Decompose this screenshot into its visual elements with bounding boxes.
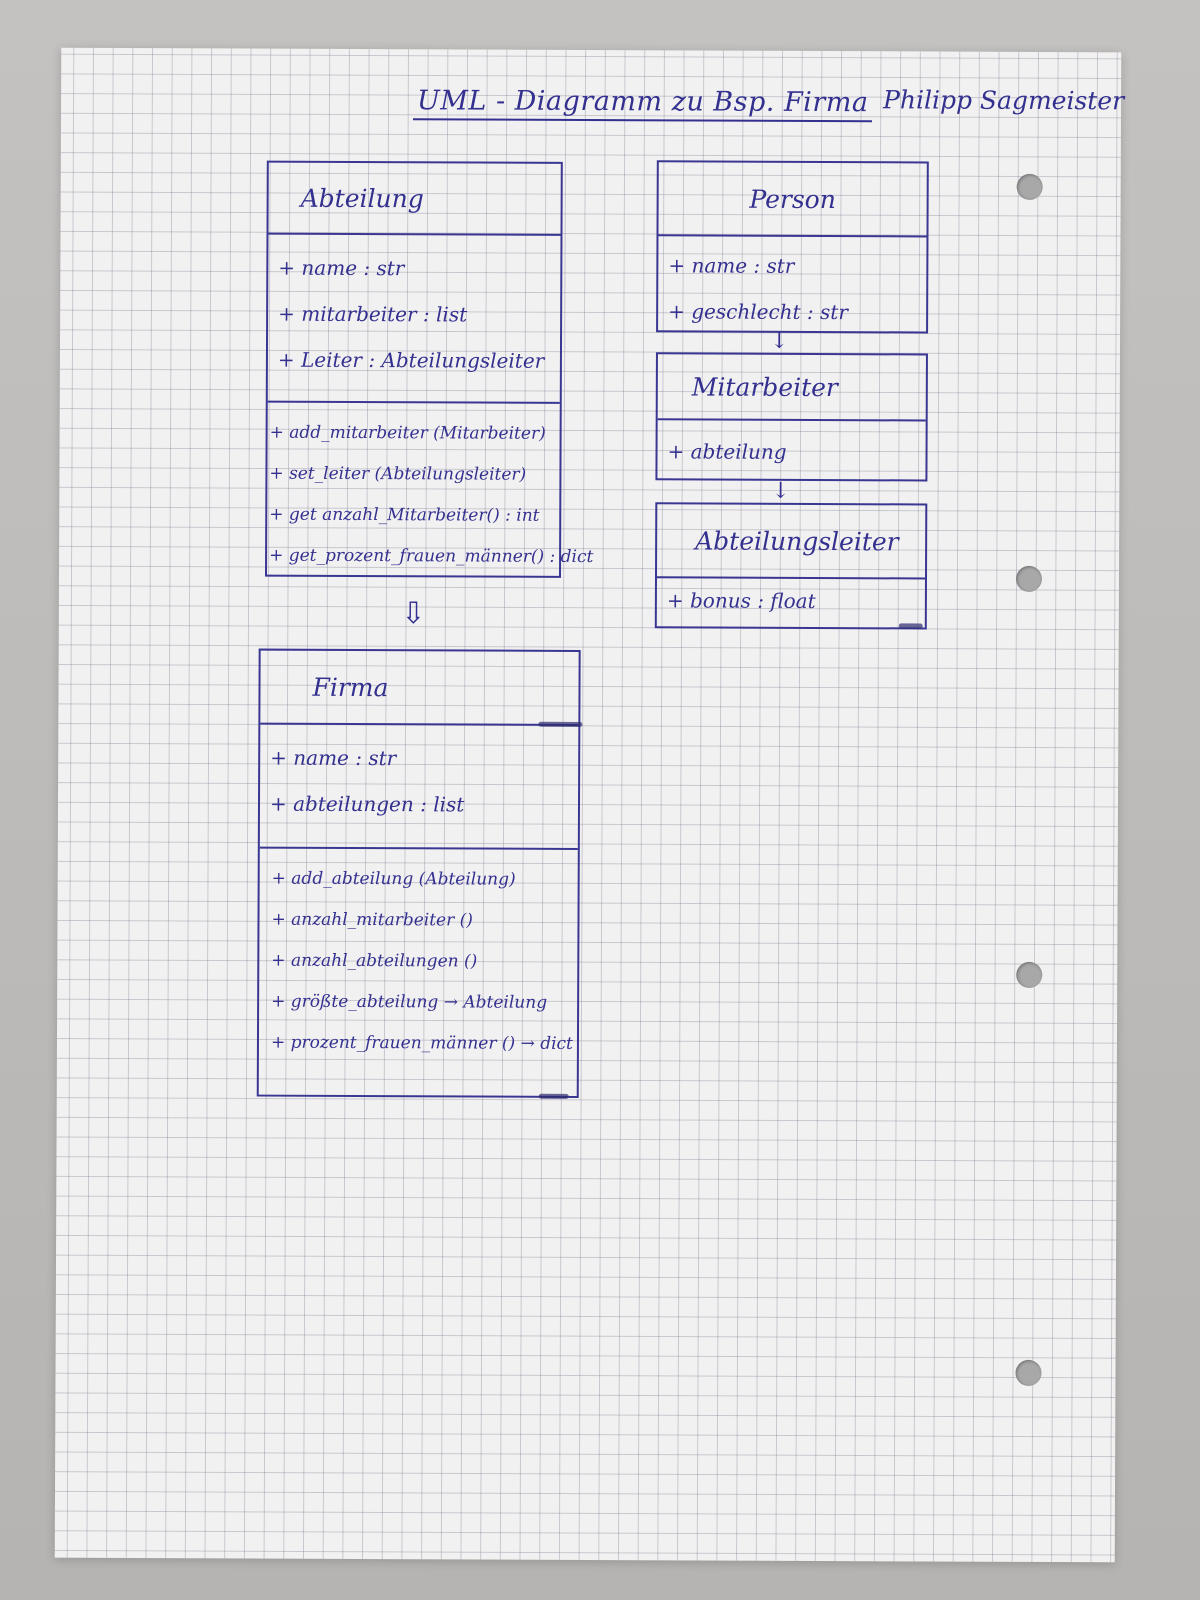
class-name: Firma	[312, 672, 389, 702]
attribute: + name : str	[668, 253, 795, 278]
attribute: + bonus : float	[666, 588, 816, 613]
class-mitarbeiter	[655, 352, 928, 481]
class-person-header	[658, 162, 926, 237]
arrow-abteilung-to-firma: ⇩	[400, 596, 427, 632]
attribute: + abteilungen : list	[269, 791, 465, 817]
method: + get anzahl_Mitarbeiter() : int	[269, 504, 540, 526]
diagram-title: UML - Diagramm zu Bsp. Firma	[413, 85, 873, 122]
class-abteilungsleiter-header	[657, 504, 925, 579]
author-name: Philipp Sagmeister	[883, 85, 1125, 116]
punch-hole	[1017, 174, 1043, 200]
ink-smudge	[899, 623, 923, 628]
method: + add_abteilung (Abteilung)	[271, 868, 516, 890]
class-abteilung-methods	[267, 401, 594, 582]
attribute: + name : str	[278, 255, 405, 281]
punch-hole	[1016, 566, 1042, 592]
arrow-mitarbeiter-to-abteilungsleiter: ↓	[771, 478, 790, 504]
class-abteilungsleiter	[655, 502, 928, 629]
class-firma-attributes	[260, 725, 579, 848]
method: + anzahl_mitarbeiter ()	[271, 909, 473, 931]
arrow-person-to-mitarbeiter: ↓	[769, 328, 789, 354]
punch-hole	[1015, 1360, 1041, 1386]
attribute: + name : str	[270, 745, 397, 771]
method: + prozent_frauen_männer () → dict	[270, 1032, 573, 1054]
class-person	[656, 160, 929, 333]
class-person-attributes	[658, 236, 926, 341]
punch-hole	[1016, 962, 1042, 988]
class-name: Abteilung	[300, 183, 424, 213]
method: + größte_abteilung → Abteilung	[271, 991, 548, 1013]
class-firma-header	[260, 651, 578, 726]
attribute: + Leiter : Abteilungsleiter	[277, 347, 545, 373]
attribute: + abteilung	[667, 439, 787, 464]
method: + set_leiter (Abteilungsleiter)	[269, 463, 527, 485]
ink-smudge	[539, 1094, 569, 1099]
ink-smudge	[538, 722, 582, 727]
method: + add_mitarbeiter (Mitarbeiter)	[269, 422, 546, 444]
method: + get_prozent_frauen_männer() : dict	[269, 545, 594, 568]
class-abteilung	[265, 161, 594, 578]
class-abteilungsleiter-attributes	[657, 578, 925, 629]
grid-paper-sheet	[55, 48, 1125, 1563]
class-firma	[257, 649, 581, 1098]
class-firma-methods	[259, 847, 578, 1069]
class-name: Abteilungsleiter	[695, 525, 899, 556]
class-name: Person	[749, 184, 836, 214]
class-abteilung-attributes	[268, 235, 561, 402]
class-abteilung-header	[268, 163, 560, 236]
class-name: Mitarbeiter	[691, 371, 838, 402]
class-mitarbeiter-attributes	[657, 420, 925, 481]
attribute: + geschlecht : str	[668, 299, 848, 325]
method: + anzahl_abteilungen ()	[271, 950, 478, 972]
class-mitarbeiter-header	[658, 354, 926, 421]
attribute: + mitarbeiter : list	[278, 301, 468, 327]
